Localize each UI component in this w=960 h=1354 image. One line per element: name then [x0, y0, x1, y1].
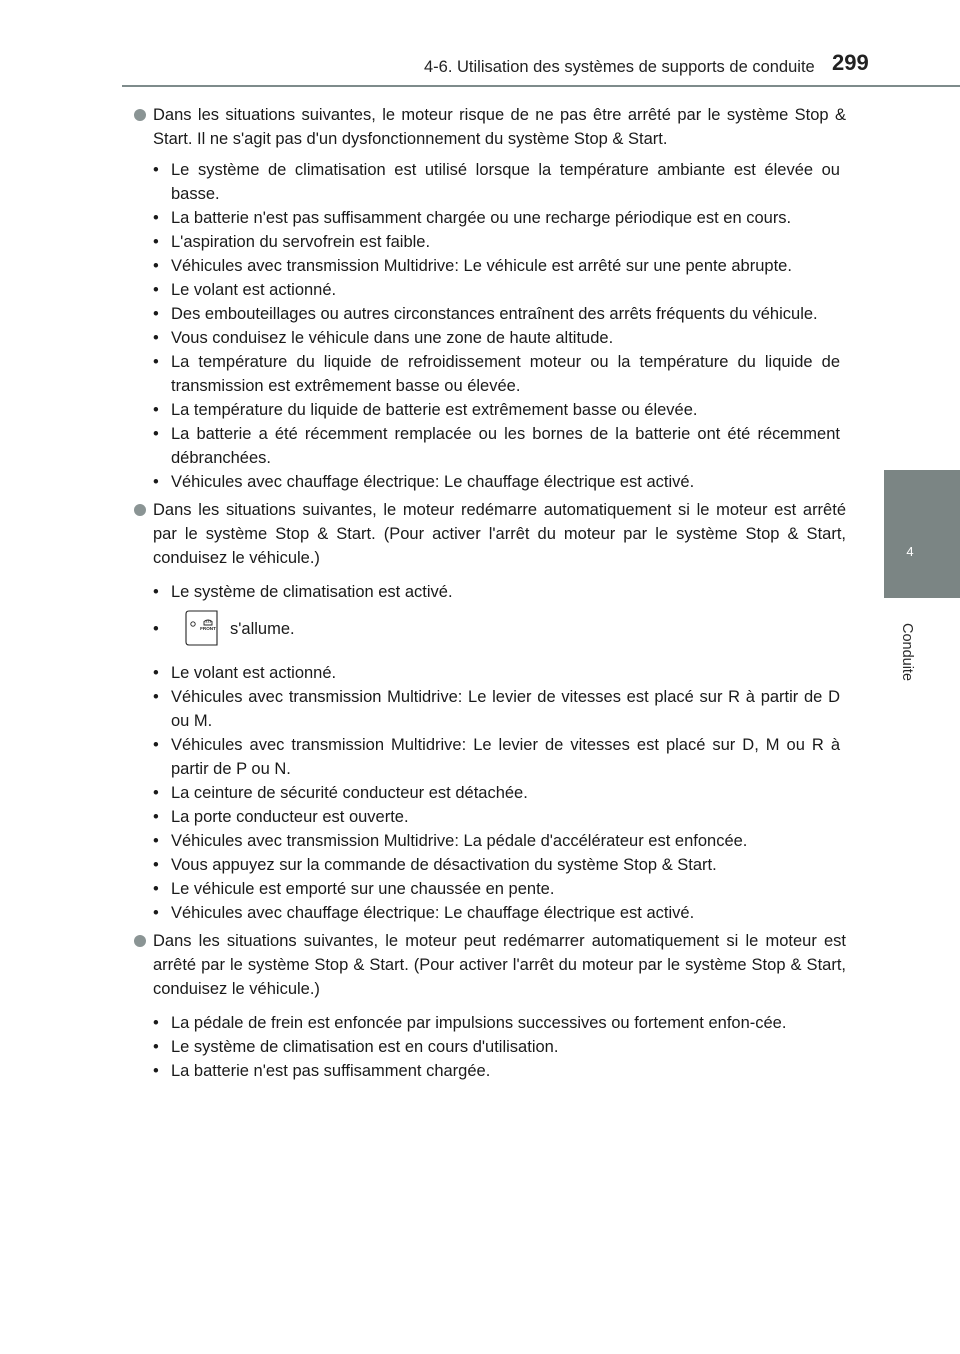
- front-defroster-button-icon: [184, 609, 220, 647]
- list-item: • Véhicules avec transmission Multidrive: Le levier de vitesses est placé sur R à partir de D ou M.: [153, 688, 840, 730]
- list-item: • Des embouteillages ou autres circonstances entraînent des arrêts fréquents du véhicule.: [153, 305, 818, 323]
- list-item: • Véhicules avec chauffage électrique: Le chauffage électrique est activé.: [153, 473, 695, 491]
- list-item: • La batterie n'est pas suffisamment chargée ou une recharge périodique est en cours.: [153, 209, 792, 227]
- bullet-dot-icon: [134, 109, 146, 121]
- list-item: • La batterie n'est pas suffisamment chargée.: [153, 1062, 491, 1080]
- section-title: 4-6. Utilisation des systèmes de supports de conduite: [424, 58, 815, 76]
- list-item: • Véhicules avec transmission Multidrive: Le levier de vitesses est placé sur D, M ou R à partir de P ou N.: [153, 736, 840, 778]
- page-number: 299: [832, 50, 869, 75]
- page-content: [134, 103, 846, 1087]
- condition-list: [134, 1011, 846, 1083]
- point-engine-not-stopped: [134, 103, 846, 151]
- list-item: • L'aspiration du servofrein est faible.: [153, 233, 431, 251]
- point-engine-restarts: [134, 498, 846, 570]
- header-divider: [122, 85, 960, 87]
- list-item: • Vous appuyez sur la commande de désactivation du système Stop & Start.: [153, 856, 717, 874]
- list-item: • Véhicules avec transmission Multidrive: La pédale d'accélérateur est enfoncée.: [153, 832, 748, 850]
- point-text: Dans les situations suivantes, le moteur redémarre automatiquement si le moteur est arrêté par le système Stop & Start. (Pour activer l'arrêt du moteur par le système Stop & Start, conduisez le véhicule.): [153, 501, 846, 567]
- list-item: • Véhicules avec chauffage électrique: Le chauffage électrique est activé.: [153, 904, 695, 922]
- list-item: • Le système de climatisation est activé.: [153, 583, 453, 601]
- chapter-number: 4: [906, 544, 914, 559]
- list-item: • Le véhicule est emporté sur une chaussée en pente.: [153, 880, 555, 898]
- point-text: Dans les situations suivantes, le moteur peut redémarrer automatiquement si le moteur est arrêté par le système Stop & Start. (Pour activer l'arrêt du moteur par le système Stop & Start, conduisez le véhicule.): [153, 932, 846, 998]
- list-item: • Véhicules avec transmission Multidrive: Le véhicule est arrêté sur une pente abrupte.: [153, 257, 792, 275]
- list-item: • Le système de climatisation est utilisé lorsque la température ambiante est élevée ou basse.: [153, 161, 840, 203]
- list-item: • La ceinture de sécurité conducteur est détachée.: [153, 784, 528, 802]
- list-item: • Le volant est actionné.: [153, 664, 337, 682]
- list-item: • La pédale de frein est enfoncée par impulsions successives ou fortement enfon-cée.: [153, 1014, 787, 1032]
- bullet-dot-icon: [134, 935, 146, 947]
- list-item: • FRONT s'allume.: [134, 606, 846, 658]
- svg-text:FRONT: FRONT: [200, 625, 216, 631]
- condition-list: [134, 158, 846, 494]
- list-item: • La température du liquide de refroidissement moteur ou la température du liquide de transmission est extrêmement basse ou élevée.: [153, 353, 840, 395]
- point-text: Dans les situations suivantes, le moteur risque de ne pas être arrêté par le système Stop & Start. Il ne s'agit pas d'un dysfonctionnement du système Stop & Start.: [153, 106, 846, 148]
- list-item: • La porte conducteur est ouverte.: [153, 808, 409, 826]
- point-engine-may-restart: [134, 929, 846, 1001]
- bullet-dot-icon: [134, 504, 146, 516]
- chapter-tab: [884, 470, 960, 598]
- condition-list: [134, 580, 846, 925]
- chapter-label: Conduite: [899, 622, 915, 682]
- list-item: • Vous conduisez le véhicule dans une zone de haute altitude.: [153, 329, 614, 347]
- list-item: • La batterie a été récemment remplacée ou les bornes de la batterie ont été récemment débranchées.: [153, 425, 840, 467]
- list-item: • Le volant est actionné.: [153, 281, 337, 299]
- list-item: • Le système de climatisation est en cours d'utilisation.: [153, 1038, 559, 1056]
- list-item: • La température du liquide de batterie est extrêmement basse ou élevée.: [153, 401, 698, 419]
